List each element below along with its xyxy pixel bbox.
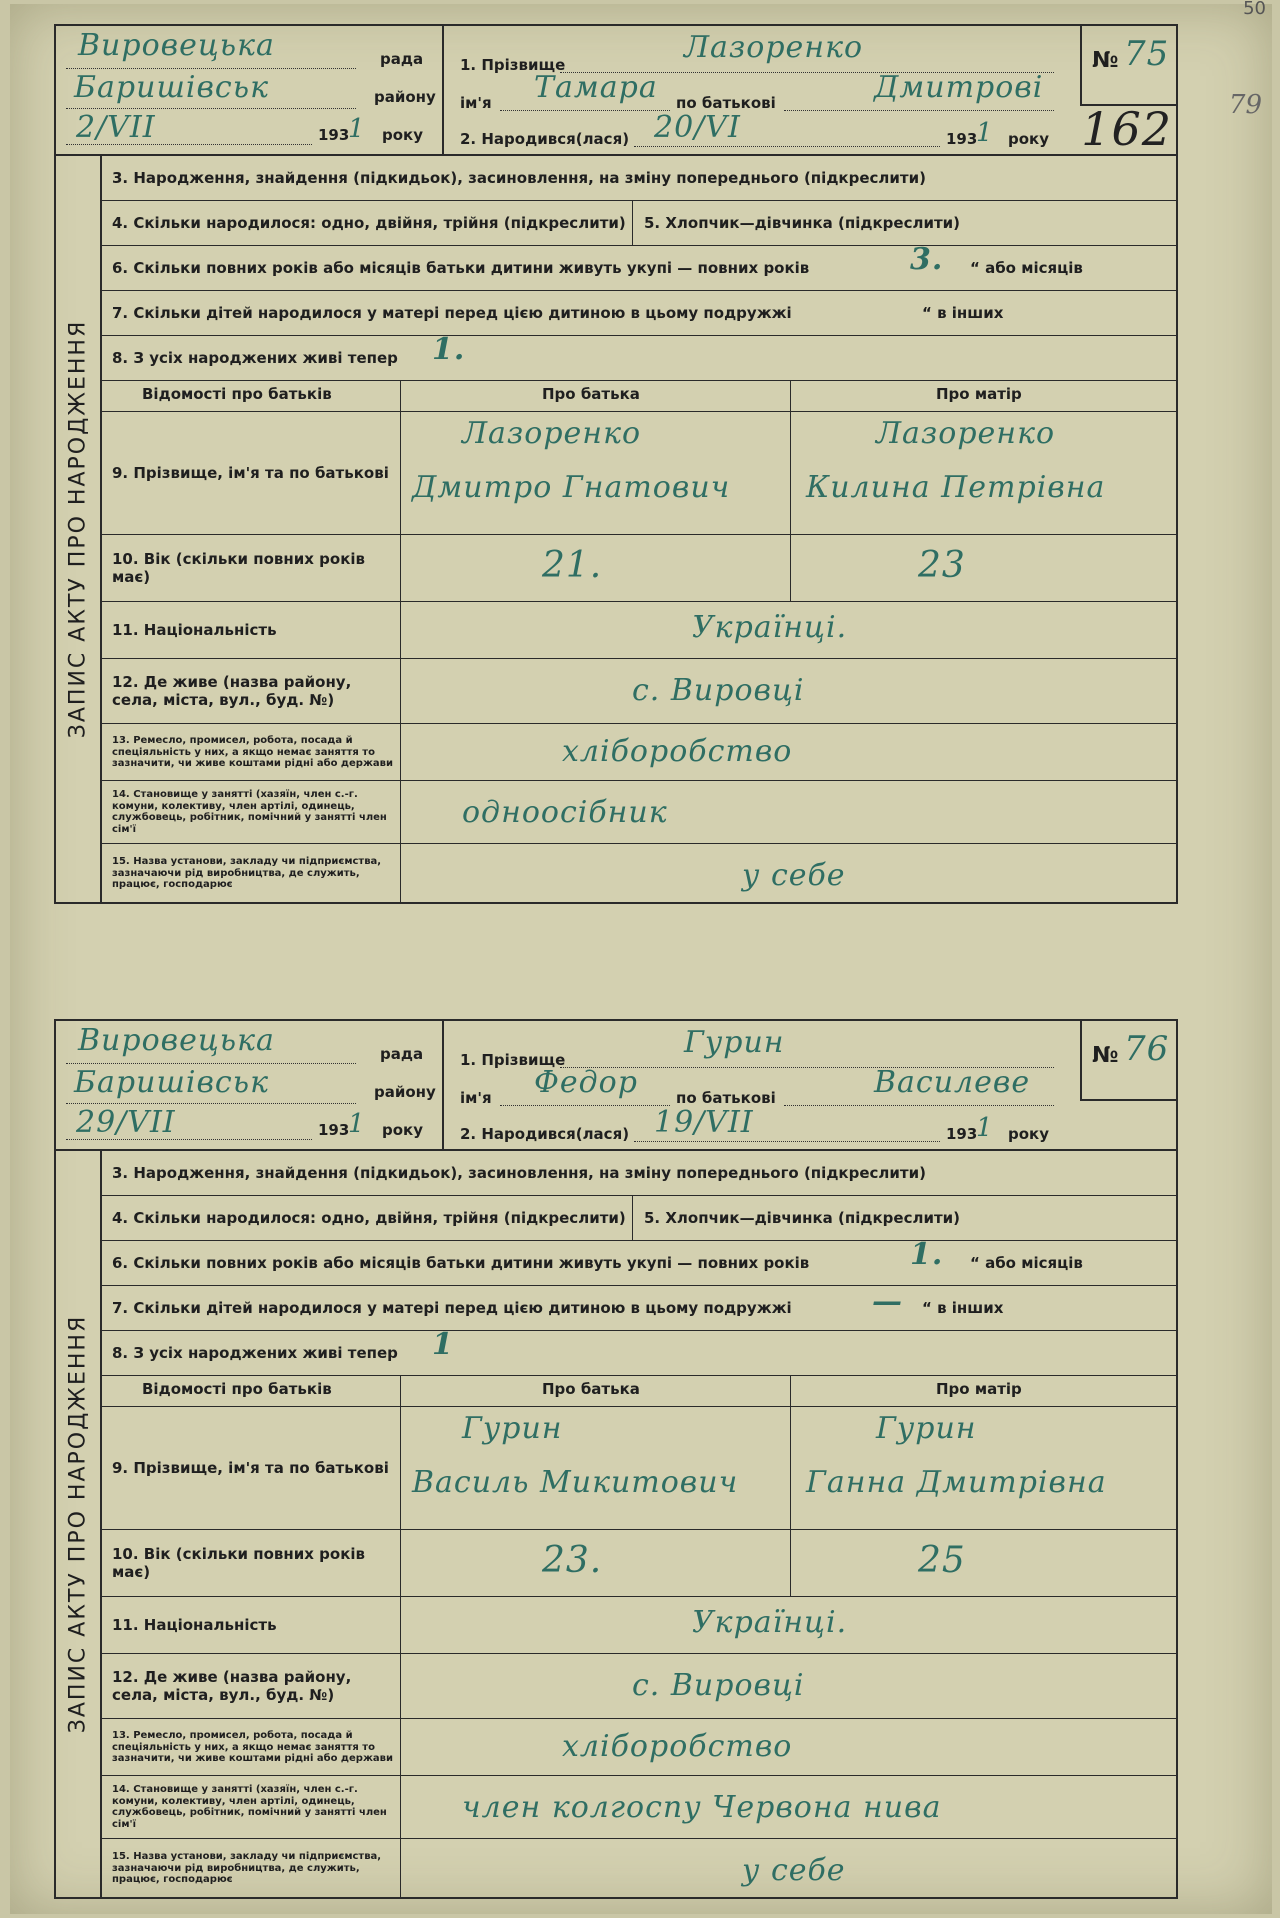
row-3 bbox=[102, 156, 1176, 201]
district-value: Баришівськ bbox=[74, 70, 269, 105]
record-number-box bbox=[1080, 1021, 1176, 1101]
record-header bbox=[54, 1019, 1178, 1149]
council-value: Вировецька bbox=[78, 28, 275, 63]
born-label: 2. Народився(лася) bbox=[460, 1125, 630, 1143]
extra-number-value: 162 bbox=[1081, 102, 1172, 156]
record-body bbox=[54, 1149, 1178, 1899]
document-page bbox=[10, 0, 1272, 1914]
row-9 bbox=[102, 1407, 1176, 1530]
birth-record-75 bbox=[54, 24, 1178, 904]
mother-age-value: 25 bbox=[918, 1540, 966, 1581]
row-15-label: 15. Назва установи, закладу чи підприємства, зазначаючи рід виробництва, де служить, працює, господарює bbox=[112, 855, 382, 890]
birth-date-value: 20/VI bbox=[654, 110, 741, 145]
registration-block bbox=[56, 26, 444, 154]
registration-date-value: 29/VII bbox=[76, 1105, 176, 1140]
row-11-label: 11. Національність bbox=[112, 621, 277, 639]
row-10-label: 10. Вік (скільки повних років має) bbox=[112, 1545, 366, 1581]
row-7-other-label: “ в інших bbox=[922, 304, 1004, 322]
row-10 bbox=[102, 1530, 1176, 1597]
district-value: Баришівськ bbox=[74, 1065, 269, 1100]
row-12-label: 12. Де живе (назва району, села, міста, вул., буд. №) bbox=[112, 1668, 352, 1704]
roku-label: року bbox=[382, 1121, 424, 1139]
father-surname-value: Гурин bbox=[462, 1411, 563, 1446]
row-4-label: 4. Скільки народилося: одно, двійня, трійня (підкреслити) bbox=[112, 1209, 626, 1227]
number-sign: № bbox=[1092, 1043, 1119, 1068]
row-9-label: 9. Прізвище, ім'я та по батькові bbox=[112, 464, 389, 482]
row-6 bbox=[102, 242, 1176, 291]
row-12 bbox=[102, 659, 1176, 724]
rada-label: рада bbox=[380, 1045, 424, 1063]
rayonu-label: району bbox=[374, 1083, 436, 1101]
row-4-5 bbox=[102, 201, 1176, 246]
row-11-label: 11. Національність bbox=[112, 1616, 277, 1634]
record-header bbox=[54, 24, 1178, 154]
row-12 bbox=[102, 1654, 1176, 1719]
status-value: одноосібник bbox=[462, 795, 668, 830]
name-label: ім'я bbox=[460, 1089, 492, 1107]
record-number-box bbox=[1080, 26, 1176, 106]
row-5-label: 5. Хлопчик—дівчинка (підкреслити) bbox=[644, 1209, 961, 1227]
parents-table bbox=[102, 381, 1176, 902]
row-5-label: 5. Хлопчик—дівчинка (підкреслити) bbox=[644, 214, 961, 232]
father-age-value: 23. bbox=[542, 1540, 603, 1581]
nationality-value: Українці. bbox=[692, 610, 848, 645]
occupation-value: хліборобство bbox=[562, 1729, 793, 1764]
year-prefix: 193 bbox=[318, 1121, 350, 1139]
record-title-sidebar bbox=[56, 1151, 102, 1897]
record-body bbox=[54, 154, 1178, 904]
parents-table bbox=[102, 1376, 1176, 1897]
birth-record-76 bbox=[54, 1019, 1178, 1899]
row-3-label: 3. Народження, знайдення (підкидьок), засиновлення, на зміну попереднього (підкреслити) bbox=[112, 169, 926, 187]
patronymic-label: по батькові bbox=[676, 94, 776, 112]
children-before-value: — bbox=[872, 1284, 903, 1319]
row-13-label: 13. Ремесло, промисел, робота, посада й спеціяльність у них, а якщо немає заняття то зазначити, чи живе коштами рідні або держави bbox=[112, 734, 393, 769]
father-name-value: Дмитро Гнатович bbox=[412, 470, 731, 505]
row-6-months-label: “ або місяців bbox=[970, 1254, 1083, 1272]
registration-date-value: 2/VII bbox=[76, 110, 156, 145]
corner-mark: 50 bbox=[1243, 0, 1266, 19]
row-7-label: 7. Скільки дітей народилося у матері перед цією дитиною в цьому подружжі bbox=[112, 304, 792, 322]
father-age-value: 21. bbox=[542, 545, 603, 586]
father-surname-value: Лазоренко bbox=[462, 416, 642, 451]
row-14-label: 14. Становище у занятті (хазяїн, член с.-г. комуни, колективу, член артілі, одинець, службовець, робітник, помічний у занятті член сім'ї bbox=[112, 789, 387, 835]
child-patronymic-value: Василеве bbox=[874, 1065, 1031, 1100]
row-13-label: 13. Ремесло, промисел, робота, посада й спеціяльність у них, а якщо немає заняття то зазначити, чи живе коштами рідні або держави bbox=[112, 1729, 393, 1764]
row-14-label: 14. Становище у занятті (хазяїн, член с.-г. комуни, колективу, член артілі, одинець, службовець, робітник, помічний у занятті член сім'ї bbox=[112, 1784, 387, 1830]
workplace-value: у себе bbox=[742, 858, 846, 893]
registration-block bbox=[56, 1021, 444, 1149]
father-header: Про батька bbox=[542, 385, 640, 403]
record-number-value: 76 bbox=[1124, 1029, 1170, 1069]
side-mark: 79 bbox=[1228, 90, 1262, 120]
row-6-label: 6. Скільки повних років або місяців батьки дитини живуть укупі — повних років bbox=[112, 259, 810, 277]
father-name-value: Василь Микитович bbox=[412, 1465, 739, 1500]
mother-name-value: Ганна Дмитрівна bbox=[806, 1465, 1107, 1500]
born-label: 2. Народився(лася) bbox=[460, 130, 630, 148]
birth-roku-label: року bbox=[1008, 1125, 1050, 1143]
birth-year-prefix: 193 bbox=[946, 130, 978, 148]
row-6 bbox=[102, 1237, 1176, 1286]
name-label: ім'я bbox=[460, 94, 492, 112]
mother-age-value: 23 bbox=[918, 545, 966, 586]
row-10 bbox=[102, 535, 1176, 602]
birth-year-value: 1 bbox=[976, 118, 994, 148]
number-sign: № bbox=[1092, 48, 1119, 73]
row-7-other-label: “ в інших bbox=[922, 1299, 1004, 1317]
row-13 bbox=[102, 724, 1176, 781]
father-header: Про батька bbox=[542, 1380, 640, 1398]
child-surname-value: Лазоренко bbox=[684, 30, 864, 65]
record-fields bbox=[102, 156, 1176, 902]
child-block bbox=[444, 1021, 1084, 1149]
nationality-value: Українці. bbox=[692, 1605, 848, 1640]
row-8-label: 8. З усіх народжених живі тепер bbox=[112, 349, 398, 367]
row-14 bbox=[102, 1776, 1176, 1839]
row-15-label: 15. Назва установи, закладу чи підприємства, зазначаючи рід виробництва, де служить, працює, господарює bbox=[112, 1850, 382, 1885]
workplace-value: у себе bbox=[742, 1853, 846, 1888]
row-13 bbox=[102, 1719, 1176, 1776]
rada-label: рада bbox=[380, 50, 424, 68]
row-9-label: 9. Прізвище, ім'я та по батькові bbox=[112, 1459, 389, 1477]
residence-value: с. Вировці bbox=[632, 673, 805, 708]
row-7-label: 7. Скільки дітей народилося у матері перед цією дитиною в цьому подружжі bbox=[112, 1299, 792, 1317]
mother-name-value: Килина Петрівна bbox=[806, 470, 1106, 505]
row-8 bbox=[102, 332, 1176, 381]
row-9 bbox=[102, 412, 1176, 535]
row-8-label: 8. З усіх народжених живі тепер bbox=[112, 1344, 398, 1362]
row-15 bbox=[102, 1839, 1176, 1897]
parents-info-header: Відомості про батьків bbox=[142, 1380, 332, 1398]
child-name-value: Федор bbox=[534, 1065, 638, 1100]
row-8 bbox=[102, 1327, 1176, 1376]
alive-now-value: 1. bbox=[432, 332, 466, 367]
mother-header: Про матір bbox=[936, 385, 1022, 403]
parents-table-head bbox=[102, 1376, 1176, 1407]
row-7 bbox=[102, 291, 1176, 336]
alive-now-value: 1 bbox=[432, 1327, 454, 1362]
row-11 bbox=[102, 602, 1176, 659]
row-3-label: 3. Народження, знайдення (підкидьок), засиновлення, на зміну попереднього (підкреслити) bbox=[112, 1164, 926, 1182]
child-patronymic-value: Дмитрові bbox=[874, 70, 1044, 105]
residence-value: с. Вировці bbox=[632, 1668, 805, 1703]
registration-year-value: 1 bbox=[348, 114, 366, 144]
row-4-label: 4. Скільки народилося: одно, двійня, трійня (підкреслити) bbox=[112, 214, 626, 232]
birth-date-value: 19/VII bbox=[654, 1105, 754, 1140]
surname-label: 1. Прізвище bbox=[460, 56, 566, 74]
row-4-5 bbox=[102, 1196, 1176, 1241]
row-12-label: 12. Де живе (назва району, села, міста, вул., буд. №) bbox=[112, 673, 352, 709]
row-6-months-label: “ або місяців bbox=[970, 259, 1083, 277]
parents-table-head bbox=[102, 381, 1176, 412]
record-title: ЗАПИС АКТУ ПРО НАРОДЖЕННЯ bbox=[65, 1314, 91, 1734]
birth-year-prefix: 193 bbox=[946, 1125, 978, 1143]
roku-label: року bbox=[382, 126, 424, 144]
child-block bbox=[444, 26, 1084, 154]
row-7 bbox=[102, 1286, 1176, 1331]
row-11 bbox=[102, 1597, 1176, 1654]
surname-label: 1. Прізвище bbox=[460, 1051, 566, 1069]
child-name-value: Тамара bbox=[534, 70, 658, 105]
occupation-value: хліборобство bbox=[562, 734, 793, 769]
mother-header: Про матір bbox=[936, 1380, 1022, 1398]
row-14 bbox=[102, 781, 1176, 844]
record-title: ЗАПИС АКТУ ПРО НАРОДЖЕННЯ bbox=[65, 319, 91, 739]
rayonu-label: району bbox=[374, 88, 436, 106]
child-surname-value: Гурин bbox=[684, 1025, 785, 1060]
row-3 bbox=[102, 1151, 1176, 1196]
years-together-value: 3. bbox=[910, 242, 944, 277]
year-prefix: 193 bbox=[318, 126, 350, 144]
status-value: член колгоспу Червона нива bbox=[462, 1790, 942, 1825]
record-number-value: 75 bbox=[1124, 34, 1170, 74]
years-together-value: 1. bbox=[910, 1237, 944, 1272]
patronymic-label: по батькові bbox=[676, 1089, 776, 1107]
mother-surname-value: Гурин bbox=[876, 1411, 977, 1446]
record-fields bbox=[102, 1151, 1176, 1897]
birth-roku-label: року bbox=[1008, 130, 1050, 148]
mother-surname-value: Лазоренко bbox=[876, 416, 1056, 451]
registration-year-value: 1 bbox=[348, 1109, 366, 1139]
record-title-sidebar bbox=[56, 156, 102, 902]
parents-info-header: Відомості про батьків bbox=[142, 385, 332, 403]
birth-year-value: 1 bbox=[976, 1113, 994, 1143]
council-value: Вировецька bbox=[78, 1023, 275, 1058]
row-15 bbox=[102, 844, 1176, 902]
row-6-label: 6. Скільки повних років або місяців батьки дитини живуть укупі — повних років bbox=[112, 1254, 810, 1272]
row-10-label: 10. Вік (скільки повних років має) bbox=[112, 550, 366, 586]
